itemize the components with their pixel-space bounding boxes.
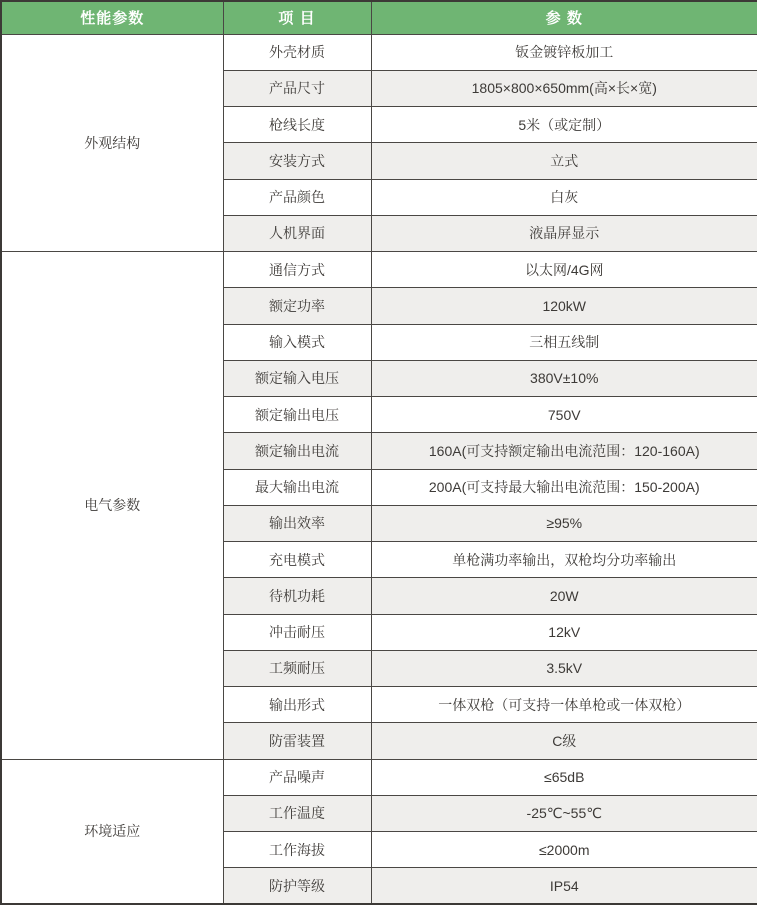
spec-item-label: 待机功耗 <box>223 578 371 614</box>
section-appearance <box>1 34 757 252</box>
header-category: 性能参数 <box>1 1 223 34</box>
spec-value: ≤2000m <box>371 832 757 868</box>
spec-value: C级 <box>371 723 757 759</box>
table-row <box>1 34 757 70</box>
section-electrical <box>1 252 757 760</box>
spec-item-label: 安装方式 <box>223 143 371 179</box>
spec-value: 1805×800×650mm(高×长×宽) <box>371 70 757 106</box>
spec-item-label: 充电模式 <box>223 542 371 578</box>
table-row <box>1 252 757 288</box>
spec-value: ≥95% <box>371 505 757 541</box>
category-cell: 外观结构 <box>1 34 223 252</box>
spec-value: 380V±10% <box>371 360 757 396</box>
spec-value: IP54 <box>371 868 757 904</box>
spec-value: 200A(可支持最大输出电流范围：150-200A) <box>371 469 757 505</box>
spec-item-label: 外壳材质 <box>223 34 371 70</box>
spec-item-label: 工作温度 <box>223 795 371 831</box>
spec-item-label: 额定输入电压 <box>223 360 371 396</box>
spec-item-label: 额定输出电压 <box>223 397 371 433</box>
spec-item-label: 枪线长度 <box>223 107 371 143</box>
spec-item-label: 人机界面 <box>223 215 371 251</box>
spec-item-label: 输出效率 <box>223 505 371 541</box>
spec-item-label: 额定输出电流 <box>223 433 371 469</box>
spec-value: 以太网/4G网 <box>371 252 757 288</box>
spec-value: 钣金镀锌板加工 <box>371 34 757 70</box>
table-row <box>1 759 757 795</box>
spec-item-label: 产品噪声 <box>223 759 371 795</box>
header-value: 参 数 <box>371 1 757 34</box>
spec-value: 一体双枪（可支持一体单枪或一体双枪） <box>371 687 757 723</box>
spec-value: 5米（或定制） <box>371 107 757 143</box>
category-cell: 环境适应 <box>1 759 223 904</box>
spec-item-label: 产品颜色 <box>223 179 371 215</box>
spec-value: 液晶屏显示 <box>371 215 757 251</box>
spec-value: 120kW <box>371 288 757 324</box>
spec-item-label: 额定功率 <box>223 288 371 324</box>
section-environment <box>1 759 757 904</box>
table-header <box>1 1 757 34</box>
spec-value: 20W <box>371 578 757 614</box>
spec-value: 三相五线制 <box>371 324 757 360</box>
spec-item-label: 通信方式 <box>223 252 371 288</box>
spec-value: 12kV <box>371 614 757 650</box>
header-item: 项 目 <box>223 1 371 34</box>
spec-value: 白灰 <box>371 179 757 215</box>
spec-item-label: 产品尺寸 <box>223 70 371 106</box>
spec-item-label: 防护等级 <box>223 868 371 904</box>
spec-value: 160A(可支持额定输出电流范围：120-160A) <box>371 433 757 469</box>
spec-item-label: 最大输出电流 <box>223 469 371 505</box>
spec-value: -25℃~55℃ <box>371 795 757 831</box>
spec-item-label: 防雷装置 <box>223 723 371 759</box>
spec-value: 单枪满功率输出，双枪均分功率输出 <box>371 542 757 578</box>
spec-item-label: 输入模式 <box>223 324 371 360</box>
spec-item-label: 工频耐压 <box>223 650 371 686</box>
category-cell: 电气参数 <box>1 252 223 760</box>
spec-value: ≤65dB <box>371 759 757 795</box>
spec-item-label: 输出形式 <box>223 687 371 723</box>
header-row <box>1 1 757 34</box>
spec-item-label: 冲击耐压 <box>223 614 371 650</box>
spec-value: 3.5kV <box>371 650 757 686</box>
spec-value: 750V <box>371 397 757 433</box>
spec-item-label: 工作海拔 <box>223 832 371 868</box>
spec-value: 立式 <box>371 143 757 179</box>
